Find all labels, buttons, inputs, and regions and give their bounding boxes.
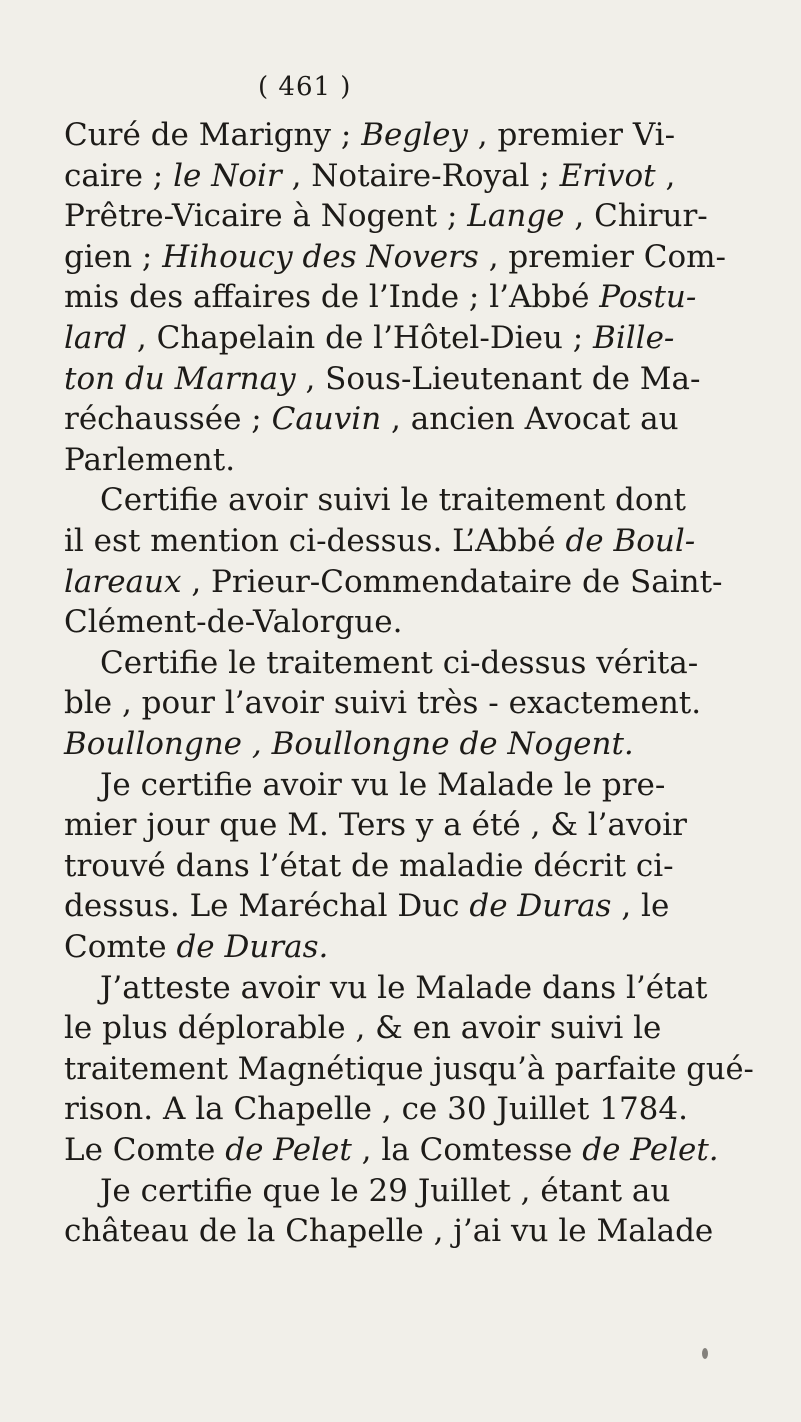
text-line (64, 400, 754, 438)
text-line (64, 278, 754, 316)
text-span: gien ; (64, 238, 163, 275)
text-span: Comte (64, 929, 177, 965)
italic-name-span: Hihoucy des Novers (162, 238, 479, 275)
italic-name-span: lareaux (64, 563, 182, 600)
text-span: , premier Com- (478, 238, 726, 275)
text-span: rison. A la Chapelle , ce 30 Juillet 1784. (64, 1091, 688, 1128)
text-line (64, 563, 754, 601)
italic-name-span: de Boul- (565, 523, 696, 559)
text-line (64, 522, 754, 560)
text-line (64, 157, 754, 195)
text-line (100, 766, 754, 804)
text-line (64, 603, 754, 641)
text-line (100, 644, 754, 682)
text-span: , Chapelain de l’Hôtel-Dieu ; (127, 320, 594, 356)
text-span: Je certifie que le 29 Juillet , étant au (100, 1172, 671, 1209)
page-number: ( 461 ) (258, 72, 352, 102)
text-span: Certifie le traitement ci-dessus vérita- (100, 644, 699, 681)
text-span: Curé de Marigny ; (64, 117, 362, 153)
text-line (64, 928, 754, 966)
text-span: Je certifie avoir vu le Malade le pre- (100, 766, 666, 803)
text-line (64, 1009, 754, 1047)
text-line (100, 1172, 754, 1210)
text-span: il est mention ci-dessus. L’Abbé (64, 523, 566, 559)
text-span: ble , pour l’avoir suivi très - exactement. (64, 685, 702, 722)
italic-name-span: Begley (361, 117, 468, 153)
text-span: , premier Vi- (467, 117, 676, 153)
text-span: Prêtre-Vicaire à Nogent ; (64, 198, 468, 235)
italic-name-span: de Pelet. (582, 1132, 719, 1168)
text-span: , Notaire-Royal ; (281, 157, 560, 194)
ink-speck (702, 1348, 708, 1359)
text-span: , Chirur- (564, 198, 708, 235)
text-line (64, 847, 754, 885)
text-line (64, 1050, 754, 1088)
text-line (64, 725, 754, 763)
text-span: , la Comtesse (351, 1132, 583, 1168)
text-line (64, 1212, 754, 1250)
text-span: le plus déplorable , & en avoir suivi le (64, 1010, 662, 1047)
text-line (100, 969, 754, 1007)
text-line (64, 1131, 754, 1169)
text-span: , ancien Avocat au (381, 401, 679, 438)
italic-name-span: Lange (467, 198, 565, 235)
text-line (64, 197, 754, 235)
italic-name-span: de Duras (469, 888, 612, 925)
text-span: mier jour que M. Ters y a été , & l’avoir (64, 807, 687, 844)
text-line (100, 481, 754, 519)
text-line (64, 1090, 754, 1128)
italic-name-span: Bille- (593, 320, 675, 356)
italic-name-span: Postu- (599, 279, 697, 316)
text-span: Clément-de-Valorgue. (64, 604, 403, 641)
text-span: J’atteste avoir vu le Malade dans l’état (100, 969, 708, 1006)
text-span: trouvé dans l’état de maladie décrit ci- (64, 847, 674, 884)
italic-name-span: lard (64, 320, 128, 356)
text-line (64, 360, 754, 398)
text-span: dessus. Le Maréchal Duc (64, 888, 470, 925)
text-line (64, 887, 754, 925)
text-line (64, 238, 754, 276)
italic-name-span: Erivot (559, 157, 656, 194)
text-span: , Sous-Lieutenant de Ma- (295, 360, 701, 397)
italic-name-span: Cauvin (271, 401, 382, 438)
italic-name-span: le Noir (173, 157, 282, 194)
text-line (64, 319, 754, 357)
italic-name-span: Boullongne , Boullongne de Nogent. (64, 726, 634, 762)
text-line (64, 684, 754, 722)
text-line (64, 806, 754, 844)
italic-name-span: de Duras. (176, 929, 329, 965)
text-span: , (655, 157, 676, 194)
text-line (64, 441, 754, 479)
text-span: mis des affaires de l’Inde ; l’Abbé (64, 279, 600, 316)
text-span: caire ; (64, 157, 174, 194)
text-span: , Prieur-Commendataire de Saint- (181, 563, 723, 600)
text-span: , le (611, 888, 670, 925)
text-span: château de la Chapelle , j’ai vu le Malade (64, 1213, 714, 1250)
text-span: Certifie avoir suivi le traitement dont (100, 482, 686, 519)
text-span: réchaussée ; (64, 401, 272, 438)
text-span: Parlement. (64, 441, 236, 478)
text-line (64, 116, 754, 154)
italic-name-span: de Pelet (225, 1132, 352, 1168)
text-span: Le Comte (64, 1132, 226, 1168)
italic-name-span: ton du Marnay (64, 360, 296, 397)
text-span: traitement Magnétique jusqu’à parfaite gué- (64, 1050, 754, 1087)
